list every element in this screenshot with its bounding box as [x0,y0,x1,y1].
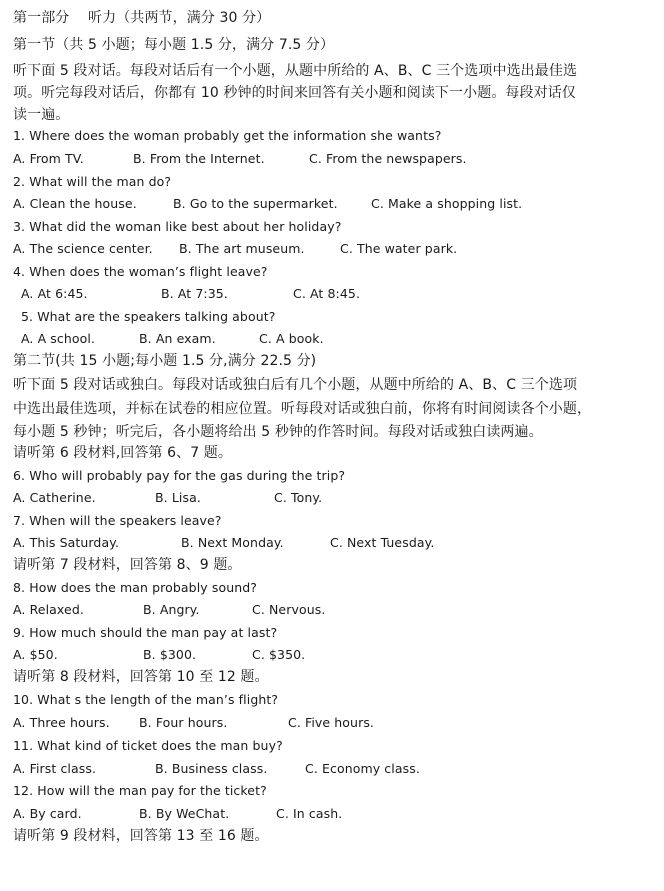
question-10: 10. What s the length of the man’s flight? [13,692,279,707]
section-one-instructions-2: 项。听完每段对话后，你都有 10 秒钟的时间来回答有关小题和阅读下一小题。每段对话仅 [13,85,576,101]
question-8-option-b: B. Angry. [143,602,200,617]
material-6-heading: 请听第 6 段材料,回答第 6、7 题。 [13,445,232,461]
question-11-option-b: B. Business class. [155,761,268,776]
section-two-title: 第二节(共 15 小题;每小题 1.5 分,满分 22.5 分) [13,353,317,369]
question-10-option-a: A. Three hours. [13,715,110,730]
question-6-option-c: C. Tony. [274,490,323,505]
question-7-option-b: B. Next Monday. [181,535,284,550]
question-1-option-a: A. From TV. [13,151,84,166]
question-6-option-b: B. Lisa. [155,490,201,505]
section-one-title: 第一节（共 5 小题；每小题 1.5 分，满分 7.5 分） [13,37,335,53]
question-10-option-c: C. Five hours. [288,715,375,730]
question-10-option-b: B. Four hours. [139,715,228,730]
question-2-option-c: C. Make a shopping list. [371,196,523,211]
question-11-option-c: C. Economy class. [305,761,420,776]
question-7-option-a: A. This Saturday. [13,535,120,550]
question-4: 4. When does the woman’s flight leave? [13,264,268,279]
question-2-option-b: B. Go to the supermarket. [173,196,338,211]
question-5-option-a: A. A school. [21,331,96,346]
question-8-option-a: A. Relaxed. [13,602,84,617]
question-4-option-a: A. At 6:45. [21,286,88,301]
question-5-option-b: B. An exam. [139,331,216,346]
question-9-option-b: B. $300. [143,647,197,662]
question-3-option-b: B. The art museum. [179,241,305,256]
question-12-option-b: B. By WeChat. [139,806,230,821]
question-7-option-c: C. Next Tuesday. [330,535,435,550]
question-12-option-a: A. By card. [13,806,82,821]
question-3-option-a: A. The science center. [13,241,153,256]
section-two-instructions-3: 每小题 5 秒钟；听完后，各小题将给出 5 秒钟的作答时间。每段对话或独白读两遍。 [13,424,543,440]
question-5-option-c: C. A book. [259,331,324,346]
question-1-option-b: B. From the Internet. [133,151,265,166]
question-6-option-a: A. Catherine. [13,490,96,505]
question-12: 12. How will the man pay for the ticket? [13,783,267,798]
question-9-option-c: C. $350. [252,647,306,662]
question-6: 6. Who will probably pay for the gas during the trip? [13,468,346,483]
section-one-instructions-3: 读一遍。 [13,107,70,123]
question-4-option-b: B. At 7:35. [161,286,228,301]
part-title: 第一部分 听力（共两节，满分 30 分） [13,10,271,26]
question-1-option-c: C. From the newspapers. [309,151,467,166]
question-2-option-a: A. Clean the house. [13,196,137,211]
question-9: 9. How much should the man pay at last? [13,625,278,640]
section-two-instructions-2: 中选出最佳选项，并标在试卷的相应位置。听每段对话或独白前，你将有时间阅读各个小题， [13,401,592,417]
question-11-option-a: A. First class. [13,761,97,776]
question-9-option-a: A. $50. [13,647,58,662]
section-one-instructions-1: 听下面 5 段对话。每段对话后有一个小题，从题中所给的 A、B、C 三个选项中选出最佳选 [13,63,578,79]
question-4-option-c: C. At 8:45. [293,286,361,301]
question-2: 2. What will the man do? [13,174,172,189]
question-3-option-c: C. The water park. [340,241,458,256]
question-1: 1. Where does the woman probably get the information she wants? [13,128,442,143]
section-two-instructions-1: 听下面 5 段对话或独白。每段对话或独白后有几个小题，从题中所给的 A、B、C 三个选项 [13,377,578,393]
question-12-option-c: C. In cash. [276,806,343,821]
question-3: 3. What did the woman like best about her holiday? [13,219,342,234]
material-8-heading: 请听第 8 段材料，回答第 10 至 12 题。 [13,669,269,685]
material-9-heading: 请听第 9 段材料，回答第 13 至 16 题。 [13,828,269,844]
question-11: 11. What kind of ticket does the man buy? [13,738,283,753]
question-7: 7. When will the speakers leave? [13,513,222,528]
question-5: 5. What are the speakers talking about? [21,309,276,324]
question-8-option-c: C. Nervous. [252,602,326,617]
question-8: 8. How does the man probably sound? [13,580,258,595]
material-7-heading: 请听第 7 段材料，回答第 8、9 题。 [13,557,242,573]
